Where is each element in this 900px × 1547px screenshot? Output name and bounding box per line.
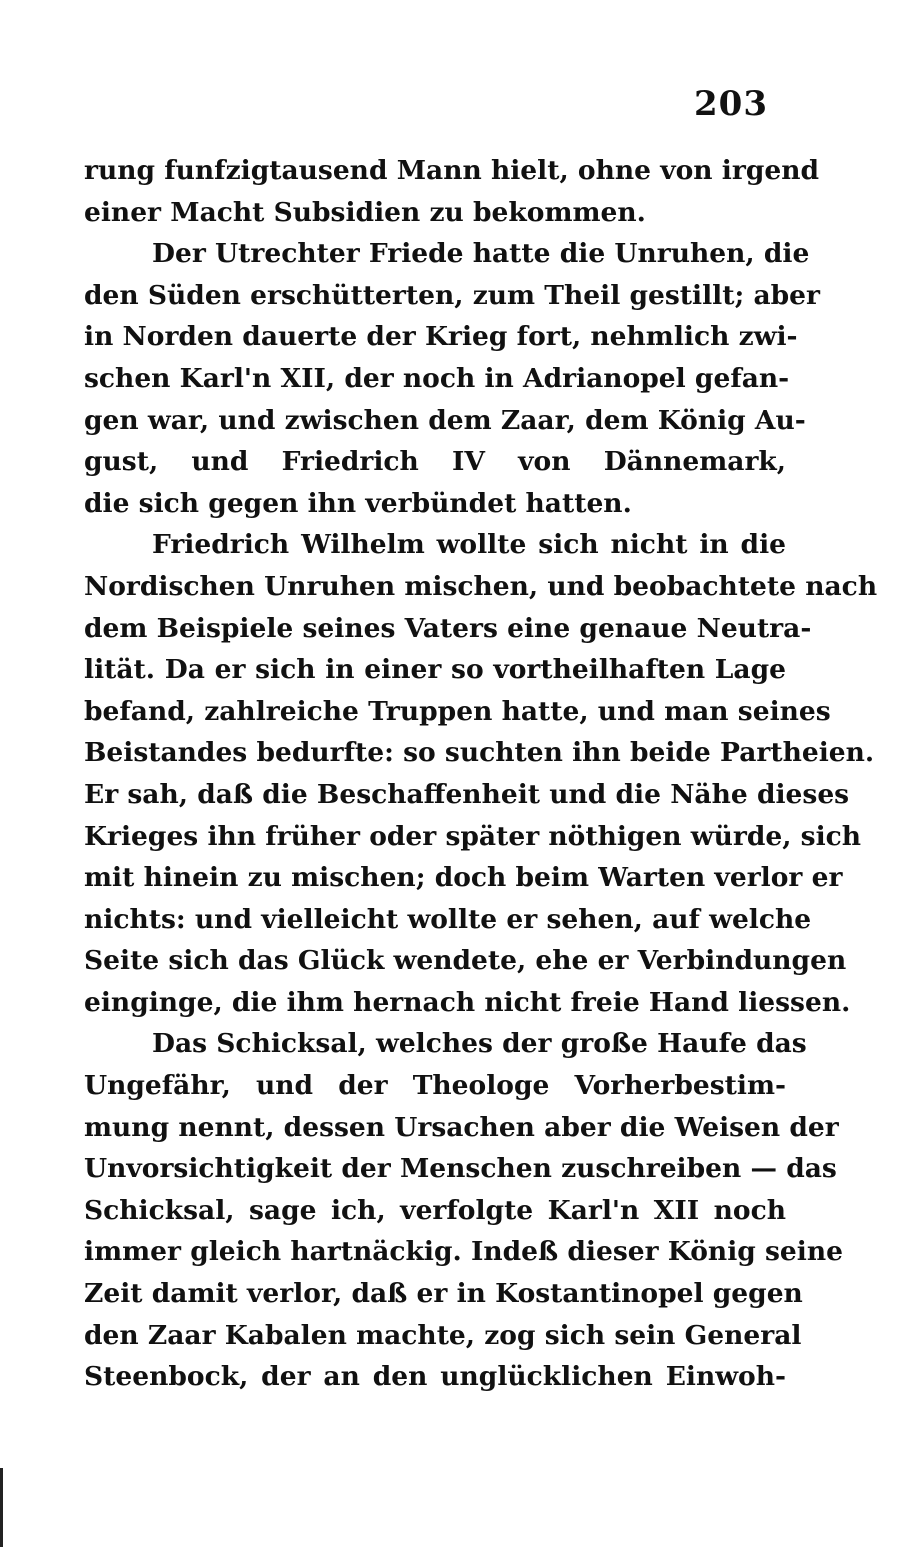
paragraph-first-line: Friedrich Wilhelm wollte sich nicht in die: [152, 529, 786, 561]
text-line: einer Macht Subsidien zu bekommen.: [84, 196, 646, 228]
text-line: immer gleich hartnäckig. Indeß dieser König seine: [84, 1236, 843, 1268]
text-line: lität. Da er sich in einer so vortheilhaften Lage: [84, 654, 786, 686]
body-text: [84, 150, 878, 1398]
text-line: befand, zahlreiche Truppen hatte, und man seines: [84, 695, 831, 727]
text-line: Ungefähr, und der Theologe Vorherbestim-: [84, 1070, 786, 1102]
text-line: schen Karl'n XII, der noch in Adrianopel gefan-: [84, 362, 790, 394]
text-line: den Zaar Kabalen machte, zog sich sein General: [84, 1319, 802, 1351]
text-line: Unvorsichtigkeit der Menschen zuschreiben — das: [84, 1153, 837, 1185]
text-line: in Norden dauerte der Krieg fort, nehmlich zwi-: [84, 321, 798, 353]
text-line: Er sah, daß die Beschaffenheit und die Nähe dieses: [84, 778, 850, 810]
text-line: mit hinein zu mischen; doch beim Warten verlor er: [84, 862, 843, 894]
text-line: einginge, die ihm hernach nicht freie Hand liessen.: [84, 986, 851, 1018]
text-line: Beistandes bedurfte: so suchten ihn beide Partheien.: [84, 737, 875, 769]
text-line: den Süden erschütterten, zum Theil gestillt; aber: [84, 279, 821, 311]
text-line: Schicksal, sage ich, verfolgte Karl'n XII noch: [84, 1194, 786, 1226]
page-edge-mark: [0, 1468, 3, 1547]
paragraph-first-line: Der Utrechter Friede hatte die Unruhen, die: [152, 238, 810, 270]
text-line: Seite sich das Glück wendete, ehe er Verbindungen: [84, 945, 847, 977]
text-line: Krieges ihn früher oder später nöthigen würde, sich: [84, 820, 862, 852]
text-line: rung funfzigtausend Mann hielt, ohne von irgend: [84, 155, 819, 186]
text-line: Nordischen Unruhen mischen, und beobachtete nach: [84, 570, 878, 602]
text-line: die sich gegen ihn verbündet hatten.: [84, 487, 632, 519]
paragraph-first-line: Das Schicksal, welches der große Haufe das: [152, 1028, 807, 1060]
text-line: gust, und Friedrich IV von Dännemark,: [84, 446, 786, 478]
text-line: Zeit damit verlor, daß er in Kostantinopel gegen: [84, 1278, 803, 1310]
page-number: 203: [694, 84, 768, 124]
text-line: gen war, und zwischen dem Zaar, dem König Au-: [84, 404, 806, 436]
text-line: nichts: und vielleicht wollte er sehen, auf welche: [84, 903, 812, 935]
text-line: Steenbock, der an den unglücklichen Einwoh-: [84, 1361, 786, 1393]
text-line: dem Beispiele seines Vaters eine genaue Neutra-: [84, 612, 812, 644]
text-line: mung nennt, dessen Ursachen aber die Weisen der: [84, 1111, 839, 1143]
